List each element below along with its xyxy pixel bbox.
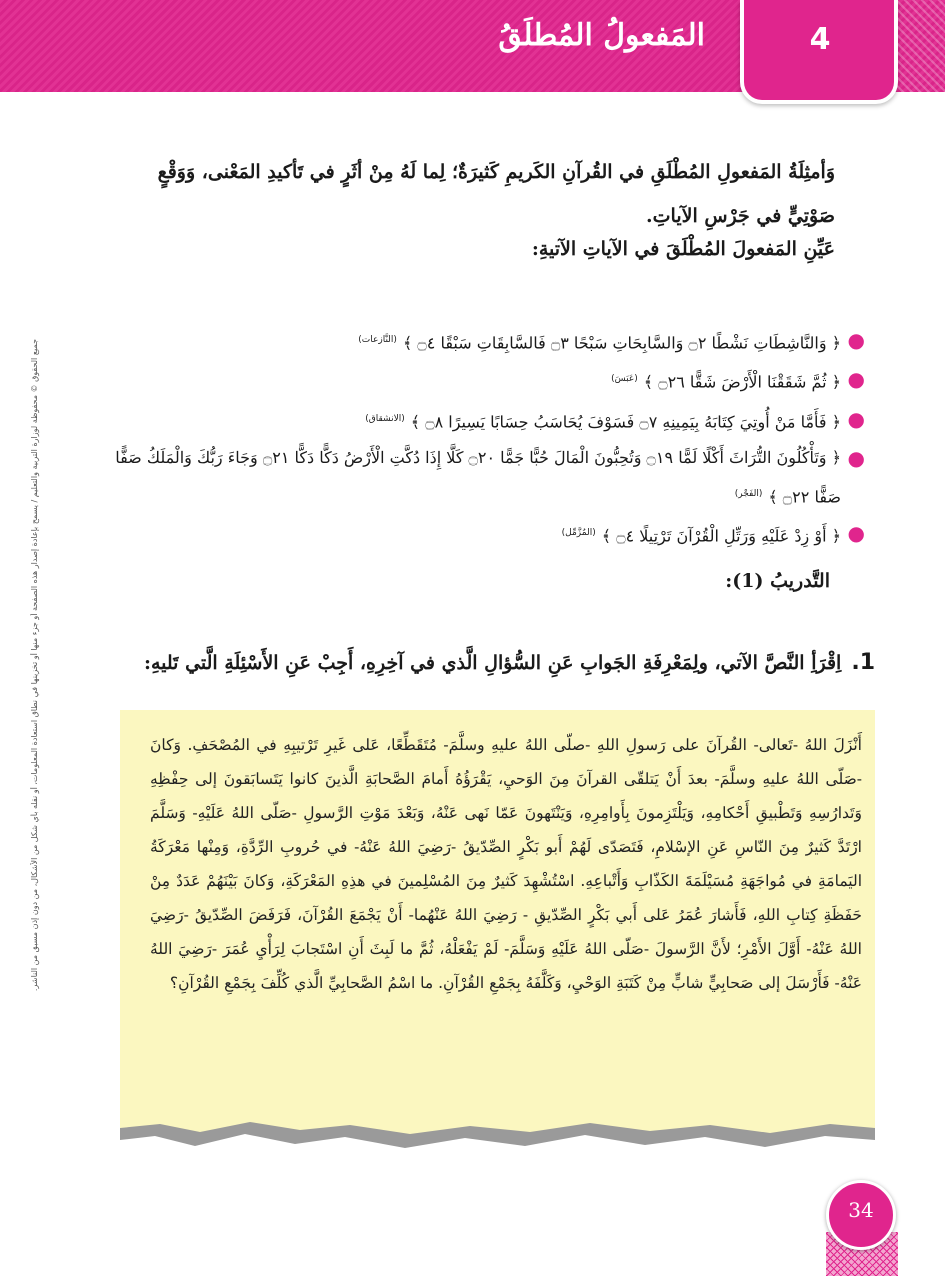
chapter-title: المَفعولُ المُطلَقُ: [498, 18, 705, 53]
bullet-icon: ●: [847, 406, 865, 431]
intro-paragraph: وَأمثِلَةُ المَفعولِ المُطْلَقِ في القُرآنِ الكَريمِ كَثيرَةٌ؛ لِما لَهُ مِنْ أثَرٍ في تَأكيدِ المَعْنى، وَوَقْعٍ صَوْتِيٍّ في جَرْسِ الآياتِ.: [157, 161, 835, 227]
verse-text: ﴿ وَتَأْكُلُونَ التُّرَاثَ أَكْلًا لَمًّا ۝١٩ وَتُحِبُّونَ الْمَالَ حُبًّا جَمًّا ۝٢٠ كَلَّا إِذَا دُكَّتِ الْأَرْضُ دَكًّا دَكًّا ۝٢١ وَجَاءَ رَبُّكَ وَالْمَلَكُ صَفًّا صَفًّا ۝٢٢ ﴾: [115, 447, 841, 507]
question-number: 1.: [851, 650, 875, 675]
task-instruction: عَيِّنِ المَفعولَ المُطْلَقَ في الآياتِ الآتيةِ:: [531, 238, 835, 260]
surah-reference: (النَّازعات): [358, 335, 397, 345]
reading-passage: أَنْزَلَ اللهُ -تَعالى- القُرآنَ على رَسولِ اللهِ -صلّى اللهُ عليهِ وسلَّمَ- مُتَقَطِّعًا، عَلى غَيرِ تَرْتيبِهِ في المُصْحَفِ. وَكانَ -صَلّى اللهُ عليهِ وسلَّمَ- بعدَ أَنْ يَتلقّى القرآنَ مِنَ الوَحيِ، يَقْرَؤُهُ أَمامَ الصَّحابَةِ الَّذينَ كانوا يَتَسابَقونَ إلى حِفْظِهِ وَتَدارُسِهِ وَتَطْبيقِ أَحْكامِهِ، وَيَلْتَزِمونَ بِأَوامِرِهِ، وَيَنْتَهونَ عَمّا نَهى عَنْهُ، وَبَعْدَ مَوْتِ الرَّسولِ -صَلّى اللهُ عَلَيْهِ- وَسَلَّمَ ارْتَدَّ كَثيرٌ مِنَ النّاسِ عَنِ الإسْلامِ، فَتَصَدّى لَهُمْ أَبو بَكْرٍ الصِّدّيقُ -رَضِيَ اللهُ عَنْهُ- في حُروبِ الرِّدَّةِ، وَمِنْها مَعْرَكَةُ اليَمامَةِ في مُواجَهَةِ مُسَيْلَمَةَ الكَذّابِ وَأَتْباعِهِ. اسْتُشْهِدَ كَثيرٌ مِنَ المُسْلِمينَ في هذِهِ المَعْرَكَةِ، وَكانَ بَيْنَهُمْ عَدَدٌ مِنْ حَفَظَةِ كِتابِ اللهِ، فَأَشارَ عُمَرُ عَلى أَبي بَكْرٍ الصِّدّيقِ - رَضِيَ اللهُ عَنْهُما- أَنْ يَجْمَعَ القُرْآنَ، فَرَفَضَ الصِّدّيقُ -رَضِيَ اللهُ عَنْهُ- أَوَّلَ الأَمْرِ؛ لأَنَّ الرَّسولَ -صَلّى اللهُ عَلَيْهِ وَسَلَّمَ- لَمْ يَفْعَلْهُ، ثُمَّ ما لَبِثَ أَنِ اسْتَجابَ لِرَأْيِ عُمَرَ -رَضِيَ اللهُ عَنْهُ- فَأَرْسَلَ إلى صَحابِيٍّ شابٍّ مِنْ كَتَبَةِ الوَحْيِ، وَكَلَّفَهُ بِجَمْعِ القُرْآنِ. ما اسْمُ الصَّحابِيِّ الَّذي كُلِّفَ بِجَمْعِ القُرْآنِ؟: [150, 736, 862, 992]
question-prompt: [115, 650, 875, 675]
surah-reference: (الفَجْر): [734, 488, 763, 499]
bullet-icon: ●: [847, 328, 865, 352]
copyright-text: جميع الحقوق © محفوظة لوزارة التربية والتعليم / يسمح بإعادة إصدار هذه الصفحة أو جزء منها أو تخزينها في نطاق استعادة المعلومات، أو نقله بأي شكل من الأشكال، من دون إذن مسبق من الناشر.: [30, 338, 39, 992]
verse-item: [115, 515, 865, 554]
bullet-icon: ●: [847, 445, 865, 470]
training-label: التَّدريبُ (1):: [725, 570, 830, 592]
verse-item: [115, 440, 865, 515]
copyright-side-note: [30, 300, 44, 1030]
verse-item: [115, 401, 865, 440]
verse-text: ﴿ ثُمَّ شَقَقْنَا الْأَرْضَ شَقًّا ۝٢٦ ﴾: [643, 372, 841, 392]
bullet-icon: ●: [847, 521, 865, 546]
verse-text: ﴿ أَوْ زِدْ عَلَيْهِ وَرَتِّلِ الْقُرْآنَ تَرْتِيلًا ۝٤ ﴾: [601, 526, 841, 546]
verse-text: ﴿ فَأَمَّا مَنْ أُوتِيَ كِتَابَهُ بِيَمِينِهِ ۝٧ فَسَوْفَ يُحَاسَبُ حِسَابًا يَسِيرًا ۝٨ ﴾: [410, 411, 841, 431]
chapter-number: 4: [809, 22, 831, 57]
question-text: اِقْرَأِ النَّصَّ الآتي، ولِمَعْرِفَةِ الجَوابِ عَنِ السُّؤالِ الَّذي في آخِرِهِ، أَجِبْ عَنِ الأَسْئِلَةِ الَّتي تَليهِ:: [143, 652, 842, 674]
surah-reference: (الانشقاق): [365, 413, 405, 424]
verse-list: [115, 322, 865, 555]
verse-text: ﴿ وَالنَّاشِطَاتِ نَشْطًا ۝٢ وَالسَّابِحَاتِ سَبْحًا ۝٣ فَالسَّابِقَاتِ سَبْقًا ۝٤ ﴾: [402, 333, 841, 353]
page-number: 34: [848, 1198, 874, 1222]
bullet-icon: ●: [847, 367, 865, 392]
surah-reference: (عَبَسَ): [611, 374, 638, 385]
surah-reference: (المُزَّمِّل): [561, 528, 596, 539]
verse-item: [115, 322, 865, 361]
verse-item: [115, 361, 865, 400]
torn-paper-edge: [120, 1120, 875, 1180]
